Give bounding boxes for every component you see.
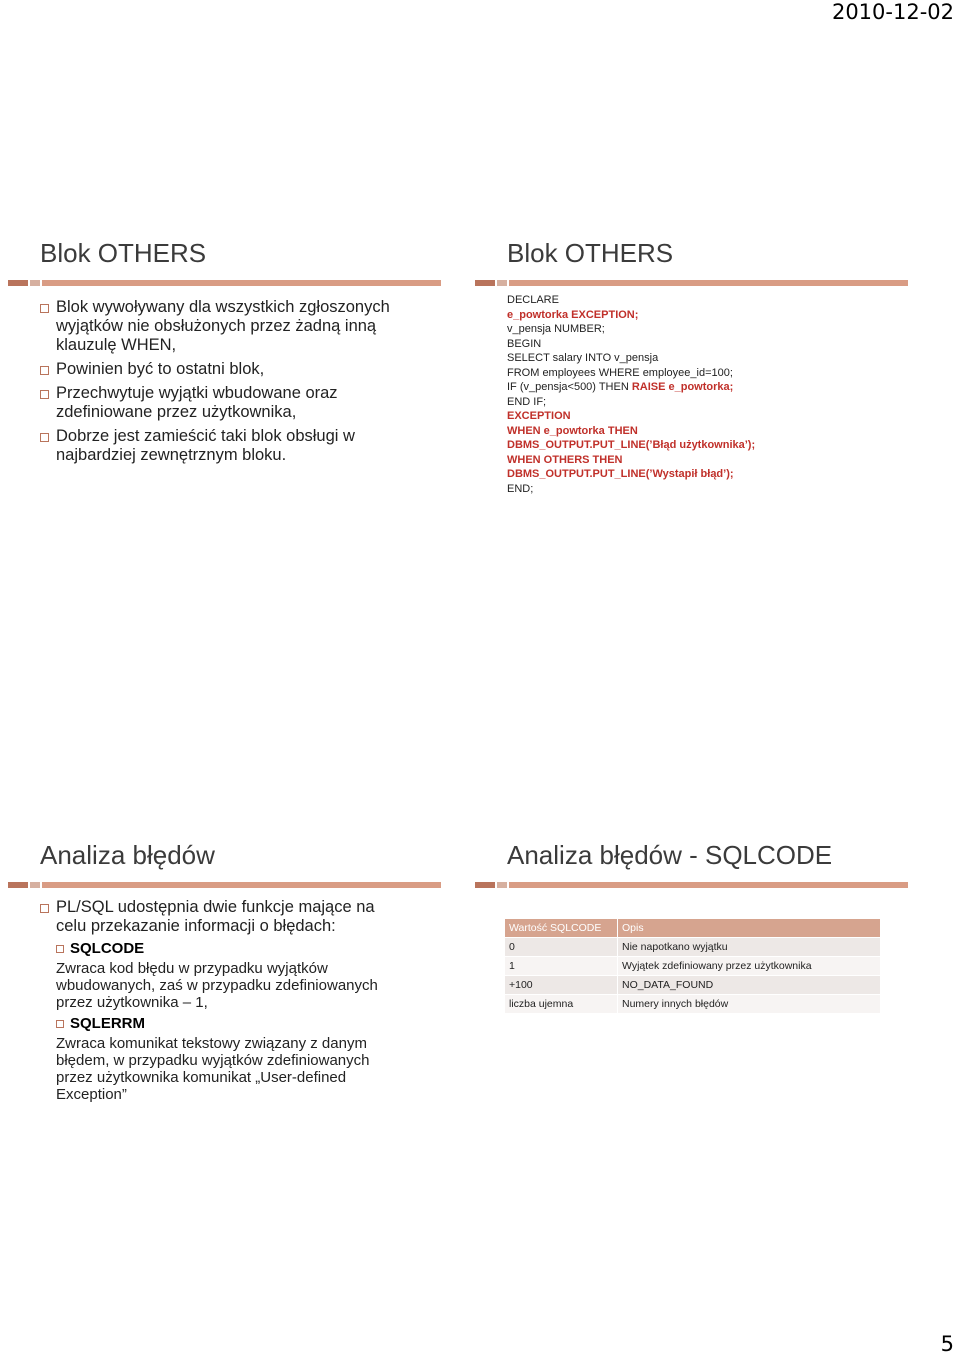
intro-text: PL/SQL udostępnia dwie funkcje mające na celu przekazanie informacji o błędach:	[56, 898, 375, 935]
title-divider	[475, 280, 908, 286]
code-line: WHEN e_powtorka THEN	[507, 424, 638, 437]
content	[40, 898, 400, 1103]
table-cell: NO_DATA_FOUND	[618, 976, 881, 995]
code-line: RAISE e_powtorka;	[631, 381, 734, 393]
code-line: END;	[507, 482, 534, 495]
function-item-sqlerrm	[56, 1015, 400, 1032]
slide-title: Analiza błędów - SQLCODE	[507, 840, 833, 870]
slide-title: Blok OTHERS	[40, 238, 207, 268]
code-line: BEGIN	[507, 337, 542, 350]
table-cell: +100	[505, 976, 618, 995]
code-line: END IF;	[507, 395, 547, 408]
table-cell: 0	[505, 938, 618, 957]
document-date: 2010-12-02	[831, 0, 954, 24]
bullet-item	[40, 298, 420, 355]
slide-blok-others-code	[507, 238, 947, 538]
bullet-list	[40, 298, 420, 470]
function-list	[40, 940, 400, 1103]
slide-blok-others-text	[40, 238, 480, 538]
table-row	[505, 957, 881, 976]
bullet-square-icon	[40, 304, 49, 313]
title-divider	[8, 882, 441, 888]
code-line: SELECT salary INTO v_pensja	[507, 352, 659, 364]
table-cell: Nie napotkano wyjątku	[618, 938, 881, 957]
bullet-square-icon	[40, 904, 49, 913]
code-line: FROM employees WHERE employee_id=100;	[507, 366, 733, 379]
table-cell: 1	[505, 957, 618, 976]
code-line: DBMS_OUTPUT.PUT_LINE(’Błąd użytkownika’);	[507, 439, 756, 451]
table-row	[505, 938, 881, 957]
slide-title: Blok OTHERS	[507, 238, 674, 268]
function-item-sqlcode	[56, 940, 400, 957]
code-line: DECLARE	[507, 294, 559, 306]
code-line: v_pensja NUMBER;	[507, 323, 605, 335]
bullet-item	[40, 360, 420, 379]
title-divider	[475, 882, 908, 888]
function-description: Zwraca komunikat tekstowy związany z danym błędem, w przypadku wyjątków zdefiniowanych przez użytkownika komunikat „User-defined Exception”	[56, 1035, 370, 1103]
sqlcode-table	[504, 918, 881, 1014]
code-line: DBMS_OUTPUT.PUT_LINE(’Wystapił błąd’);	[507, 468, 734, 480]
bullet-square-icon	[56, 1020, 64, 1028]
column-header: Wartość SQLCODE	[505, 919, 618, 938]
table-cell: Numery innych błędów	[618, 995, 881, 1014]
intro-item	[40, 898, 400, 936]
function-description: Zwraca kod błędu w przypadku wyjątków wbudowanych, zaś w przypadku zdefiniowanych przez użytkownika – 1,	[56, 960, 378, 1011]
bullet-item	[40, 427, 420, 465]
bullet-square-icon	[40, 390, 49, 399]
bullet-text: Blok wywoływany dla wszystkich zgłoszonych wyjątków nie obsłużonych przez żadną inną klauzulę WHEN,	[56, 298, 390, 354]
function-name: SQLCODE	[70, 940, 145, 957]
bullet-text: Dobrze jest zamieścić taki blok obsługi w najbardziej zewnętrznym bloku.	[56, 427, 355, 464]
column-header: Opis	[618, 919, 881, 938]
table-row	[505, 976, 881, 995]
slide-analiza-bledow	[40, 840, 480, 1140]
code-line: EXCEPTION	[507, 410, 571, 422]
bullet-square-icon	[40, 366, 49, 375]
table-row	[505, 995, 881, 1014]
code-block	[507, 293, 755, 496]
function-name: SQLERRM	[70, 1015, 145, 1032]
table-cell: Wyjątek zdefiniowany przez użytkownika	[618, 957, 881, 976]
code-line: WHEN OTHERS THEN	[507, 453, 623, 466]
slide-title: Analiza błędów	[40, 840, 215, 870]
page-number: 5	[940, 1332, 954, 1356]
bullet-square-icon	[40, 433, 49, 442]
title-divider	[8, 280, 441, 286]
table-cell: liczba ujemna	[505, 995, 618, 1014]
table-header-row	[505, 919, 881, 938]
code-line: IF (v_pensja<500) THEN	[507, 381, 632, 393]
bullet-item	[40, 384, 420, 422]
bullet-square-icon	[56, 945, 64, 953]
slide-analiza-bledow-sqlcode	[507, 840, 947, 1140]
code-line: e_powtorka EXCEPTION;	[507, 308, 639, 321]
bullet-text: Przechwytuje wyjątki wbudowane oraz zdefiniowane przez użytkownika,	[56, 384, 338, 421]
bullet-text: Powinien być to ostatni blok,	[56, 360, 265, 378]
